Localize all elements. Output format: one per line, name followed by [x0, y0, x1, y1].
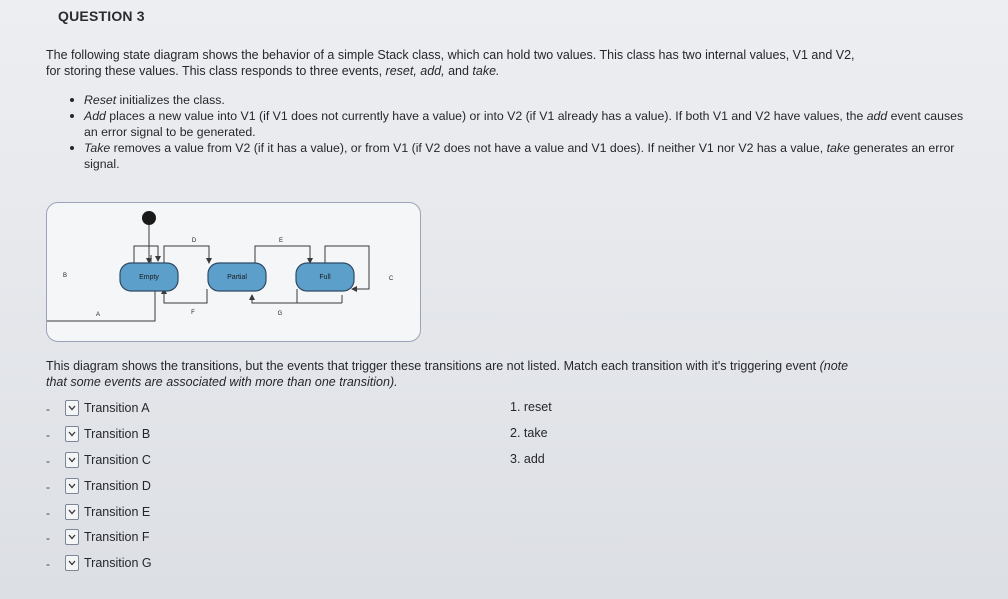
transition-f-select[interactable] — [65, 529, 79, 545]
question-title: QUESTION 3 — [58, 8, 145, 24]
transition-d-select[interactable] — [65, 478, 79, 494]
answer-option-reset: 1. reset — [510, 400, 552, 414]
answer-option-add: 3. add — [510, 452, 545, 466]
matching-row-g — [46, 554, 346, 576]
row-dash: - — [46, 531, 50, 545]
transition-g-select[interactable] — [65, 555, 79, 571]
matching-row-f — [46, 528, 346, 550]
label-b: B — [62, 273, 68, 279]
matching-instructions — [46, 358, 986, 390]
row-dash: - — [46, 454, 50, 468]
state-partial-label: Partial — [227, 274, 247, 281]
chevron-down-icon — [68, 431, 76, 437]
intro-paragraph — [46, 47, 986, 79]
label-e: E — [278, 238, 284, 244]
intro-line-1: The following state diagram shows the behavior of a simple Stack class, which can hold two values. This class has two internal values, V1 and V2, — [46, 48, 855, 62]
state-diagram-canvas — [47, 203, 420, 341]
matching-line-1: This diagram shows the transitions, but the events that trigger these transitions are not listed. Match each transition with it's triggering event (note — [46, 359, 849, 373]
row-dash: - — [46, 428, 50, 442]
matching-row-b — [46, 425, 346, 447]
transition-c-select[interactable] — [65, 452, 79, 468]
label-g: G — [277, 311, 283, 317]
bullet-reset: Reset initializes the class. — [66, 92, 976, 108]
matching-row-c — [46, 451, 346, 473]
label-f: F — [191, 310, 195, 316]
state-full-label: Full — [319, 274, 331, 281]
transition-a-line — [47, 289, 155, 321]
label-c: C — [388, 276, 394, 282]
row-dash: - — [46, 557, 50, 571]
transition-c-label: Transition C — [84, 453, 151, 467]
event-list — [66, 92, 976, 172]
matching-row-e — [46, 503, 346, 525]
transition-e-label: Transition E — [84, 505, 151, 519]
row-dash: - — [46, 402, 50, 416]
transition-a-select[interactable] — [65, 400, 79, 416]
row-dash: - — [46, 506, 50, 520]
chevron-down-icon — [68, 405, 76, 411]
chevron-down-icon — [68, 534, 76, 540]
label-d: D — [191, 238, 197, 244]
matching-row-d — [46, 477, 346, 499]
transition-g-line — [252, 289, 297, 303]
transition-b-select[interactable] — [65, 426, 79, 442]
transition-a-label: Transition A — [84, 401, 150, 415]
chevron-down-icon — [68, 560, 76, 566]
chevron-down-icon — [68, 483, 76, 489]
chevron-down-icon — [68, 509, 76, 515]
transition-b-label: Transition B — [84, 427, 151, 441]
transition-d-label: Transition D — [84, 479, 151, 493]
bullet-add: Add places a new value into V1 (if V1 does not currently have a value) or into V2 (if V1 already has a value). If both V1 and V2 have values, the add event causes an error signal to be generated. — [66, 108, 976, 140]
transition-b-line — [134, 246, 158, 265]
matching-line-2: that some events are associated with more than one transition). — [46, 375, 398, 389]
bullet-take: Take removes a value from V2 (if it has a value), or from V1 (if V2 does not have a value and V1 does). If neither V1 nor V2 has a value, take generates an error signal. — [66, 140, 976, 172]
chevron-down-icon — [68, 457, 76, 463]
label-a: A — [95, 312, 101, 318]
transition-d-line — [164, 246, 209, 263]
answer-option-take: 2. take — [510, 426, 548, 440]
transition-f-label: Transition F — [84, 530, 150, 544]
state-empty-label: Empty — [139, 274, 159, 281]
transition-g-label: Transition G — [84, 556, 152, 570]
transition-e-select[interactable] — [65, 504, 79, 520]
intro-line-2: for storing these values. This class responds to three events, reset, add, and take. — [46, 64, 500, 78]
state-diagram — [46, 202, 421, 342]
initial-state-dot — [142, 211, 156, 225]
transition-e-line — [255, 246, 310, 263]
matching-row-a — [46, 399, 346, 421]
row-dash: - — [46, 480, 50, 494]
